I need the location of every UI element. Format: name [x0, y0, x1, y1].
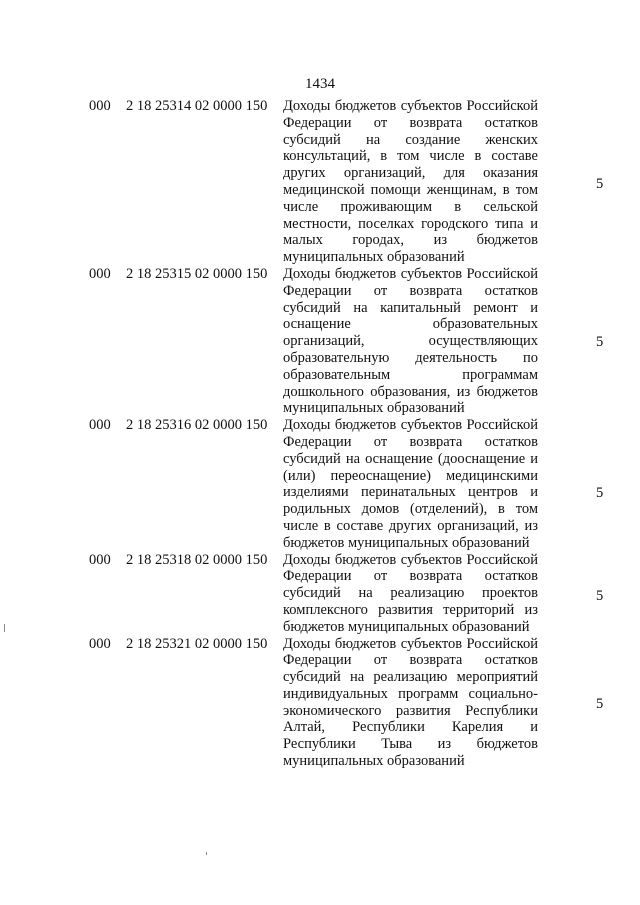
admin-code: 000 — [89, 265, 111, 282]
standard-value: 5 — [596, 176, 604, 192]
budget-classification-code: 2 18 25321 02 0000 150 — [126, 635, 268, 652]
revenue-table — [0, 98, 640, 770]
budget-classification-code: 2 18 25318 02 0000 150 — [126, 551, 268, 568]
table-row — [0, 98, 640, 266]
standard-value: 5 — [596, 485, 604, 502]
budget-classification-code: 2 18 25316 02 0000 150 — [126, 417, 268, 434]
revenue-description: Доходы бюджетов субъектов Российской Федерации от возврата остатков субсидий на капитальный ремонт и оснащение образовательных организаций, осуществляющих образовательную деятельность по образовательным программам дошкольного образования, из бюджетов муниципальных образований — [283, 265, 538, 417]
admin-code: 000 — [89, 551, 111, 568]
table-row — [0, 266, 640, 417]
budget-classification-code: 2 18 25314 02 0000 150 — [126, 98, 268, 114]
revenue-description: Доходы бюджетов субъектов Российской Федерации от возврата остатков субсидий на оснащение (дооснащение и (или) переоснащение) медицинскими изделиями перинатальных центров и родильных домов (отделений), в том числе в составе других организаций, из бюджетов муниципальных образований — [283, 417, 538, 551]
budget-classification-code: 2 18 25315 02 0000 150 — [126, 265, 268, 282]
scan-artifact — [206, 852, 207, 855]
table-row — [0, 417, 640, 551]
admin-code: 000 — [89, 635, 111, 652]
revenue-description: Доходы бюджетов субъектов Российской Федерации от возврата остатков субсидий на создание женских консультаций, в том числе в составе других организаций, для оказания медицинской помощи женщинам, в том числе проживающим в сельской местности, поселках городского типа и малых городах, из бюджетов муниципальных образований — [283, 98, 538, 266]
revenue-description: Доходы бюджетов субъектов Российской Федерации от возврата остатков субсидий на реализацию проектов комплексного развития территорий из бюджетов муниципальных образований — [283, 551, 538, 635]
standard-value: 5 — [596, 333, 604, 350]
page-number: 1434 — [305, 76, 335, 92]
revenue-description: Доходы бюджетов субъектов Российской Федерации от возврата остатков субсидий на реализацию мероприятий индивидуальных программ социально-экономического развития Республики Алтай, Республики Карелия и Республики Тыва из бюджетов муниципальных образований — [283, 635, 538, 770]
table-row — [0, 636, 640, 770]
standard-value: 5 — [596, 587, 604, 604]
standard-value: 5 — [596, 695, 604, 712]
scan-artifact — [4, 624, 5, 632]
table-row — [0, 552, 640, 636]
admin-code: 000 — [89, 98, 111, 114]
admin-code: 000 — [89, 417, 111, 434]
